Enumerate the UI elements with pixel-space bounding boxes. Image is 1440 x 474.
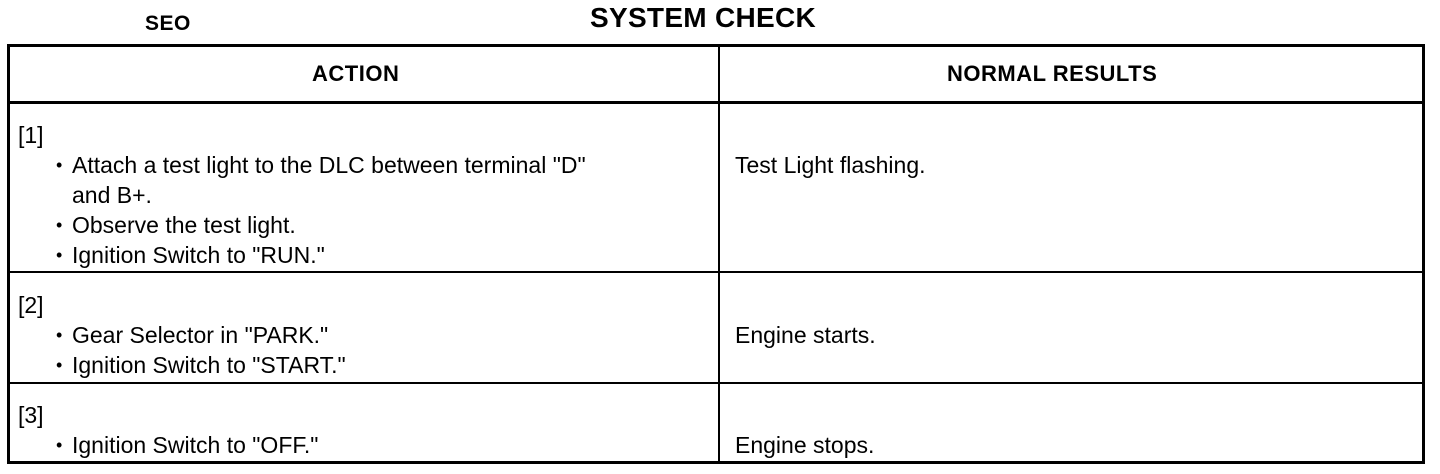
action-text: Observe the test light. [72, 212, 296, 238]
seo-label: SEO [145, 12, 191, 35]
action-list [18, 150, 586, 270]
result-cell-3: Engine stops. [735, 432, 875, 458]
action-item [56, 150, 586, 210]
result-cell-2: Engine starts. [735, 322, 876, 348]
action-text: Gear Selector in "PARK." [72, 322, 329, 348]
step-number: [2] [18, 292, 44, 318]
action-cell-2 [18, 290, 346, 380]
row-divider-2 [10, 382, 1422, 384]
action-item [56, 320, 346, 350]
action-item [56, 240, 586, 270]
action-text: Attach a test light to the DLC between terminal "D" [72, 152, 586, 178]
action-text: Ignition Switch to "RUN." [72, 242, 325, 268]
result-cell-1: Test Light flashing. [735, 152, 926, 178]
column-header-normal-results: NORMAL RESULTS [947, 61, 1158, 86]
row-divider-1 [10, 271, 1422, 273]
action-list [18, 430, 318, 460]
action-text: Ignition Switch to "OFF." [72, 432, 319, 458]
action-item [56, 430, 318, 460]
action-cell-3 [18, 400, 318, 460]
system-check-table [7, 44, 1425, 464]
step-number: [3] [18, 402, 44, 428]
action-item [56, 350, 346, 380]
header-row-divider [10, 101, 1422, 104]
action-list [18, 320, 346, 380]
action-text: Ignition Switch to "START." [72, 352, 346, 378]
column-divider [718, 47, 720, 461]
page-title: SYSTEM CHECK [590, 2, 817, 33]
column-header-action: ACTION [312, 61, 400, 86]
action-cell-1 [18, 120, 586, 270]
action-text-continued: and B+. [72, 182, 152, 208]
step-number: [1] [18, 122, 44, 148]
action-item [56, 210, 586, 240]
